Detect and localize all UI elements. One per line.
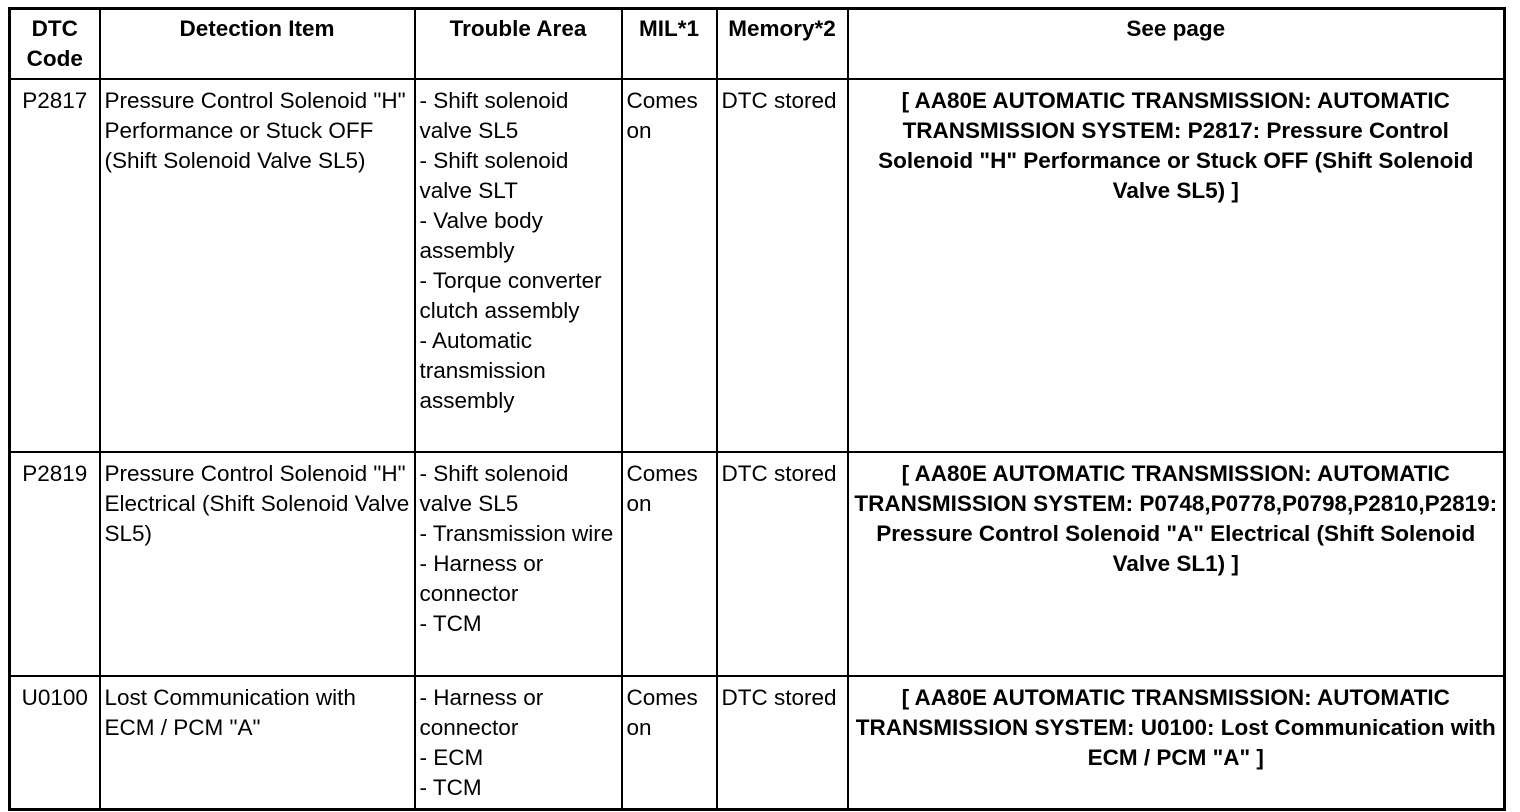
see-page-link[interactable]: [ AA80E AUTOMATIC TRANSMISSION: AUTOMATIC TRANSMISSION SYSTEM: P2817: Pressure Control Solenoid "H" Performance or Stuck OFF (Shift Solenoid Valve SL5) ] (848, 79, 1505, 452)
trouble-area-item: - Automatic transmission assembly (419, 328, 546, 413)
trouble-area-item: - TCM (419, 775, 482, 800)
mil-cell: Comes on (622, 79, 717, 452)
table-row (10, 79, 1505, 452)
mil-cell: Comes on (622, 676, 717, 810)
trouble-area-cell (415, 79, 622, 452)
header-dtc-code: DTC Code (10, 9, 100, 80)
trouble-area-item: - Harness or connector (419, 685, 544, 740)
trouble-area-item: - Shift solenoid valve SL5 (419, 88, 569, 143)
header-memory: Memory*2 (717, 9, 848, 80)
trouble-area-item: - Shift solenoid valve SLT (419, 148, 569, 203)
dtc-code-cell: U0100 (10, 676, 100, 810)
see-page-link[interactable]: [ AA80E AUTOMATIC TRANSMISSION: AUTOMATIC TRANSMISSION SYSTEM: U0100: Lost Communication with ECM / PCM "A" ] (848, 676, 1505, 810)
trouble-area-item: - Shift solenoid valve SL5 (419, 461, 569, 516)
trouble-area-item: - TCM (419, 611, 482, 636)
dtc-table (8, 7, 1506, 811)
table-row (10, 676, 1505, 810)
memory-cell: DTC stored (717, 79, 848, 452)
table-row (10, 452, 1505, 676)
trouble-area-item: - Transmission wire (419, 521, 614, 546)
dtc-code-cell: P2819 (10, 452, 100, 676)
trouble-area-cell (415, 676, 622, 810)
trouble-area-item: - Harness or connector (419, 551, 544, 606)
mil-cell: Comes on (622, 452, 717, 676)
trouble-area-cell (415, 452, 622, 676)
dtc-code-cell: P2817 (10, 79, 100, 452)
trouble-area-item: - Valve body assembly (419, 208, 543, 263)
header-trouble-area: Trouble Area (415, 9, 622, 80)
header-see-page: See page (848, 9, 1505, 80)
memory-cell: DTC stored (717, 676, 848, 810)
detection-item-cell: Pressure Control Solenoid "H" Performance or Stuck OFF (Shift Solenoid Valve SL5) (100, 79, 415, 452)
see-page-link[interactable]: [ AA80E AUTOMATIC TRANSMISSION: AUTOMATIC TRANSMISSION SYSTEM: P0748,P0778,P0798,P2810,P2819: Pressure Control Solenoid "A" Electrical (Shift Solenoid Valve SL1) ] (848, 452, 1505, 676)
memory-cell: DTC stored (717, 452, 848, 676)
trouble-area-item: - ECM (419, 745, 484, 770)
header-mil: MIL*1 (622, 9, 717, 80)
detection-item-cell: Pressure Control Solenoid "H" Electrical (Shift Solenoid Valve SL5) (100, 452, 415, 676)
trouble-area-item: - Torque converter clutch assembly (419, 268, 602, 323)
header-row (10, 9, 1505, 80)
header-detection-item: Detection Item (100, 9, 415, 80)
detection-item-cell: Lost Communication with ECM / PCM "A" (100, 676, 415, 810)
